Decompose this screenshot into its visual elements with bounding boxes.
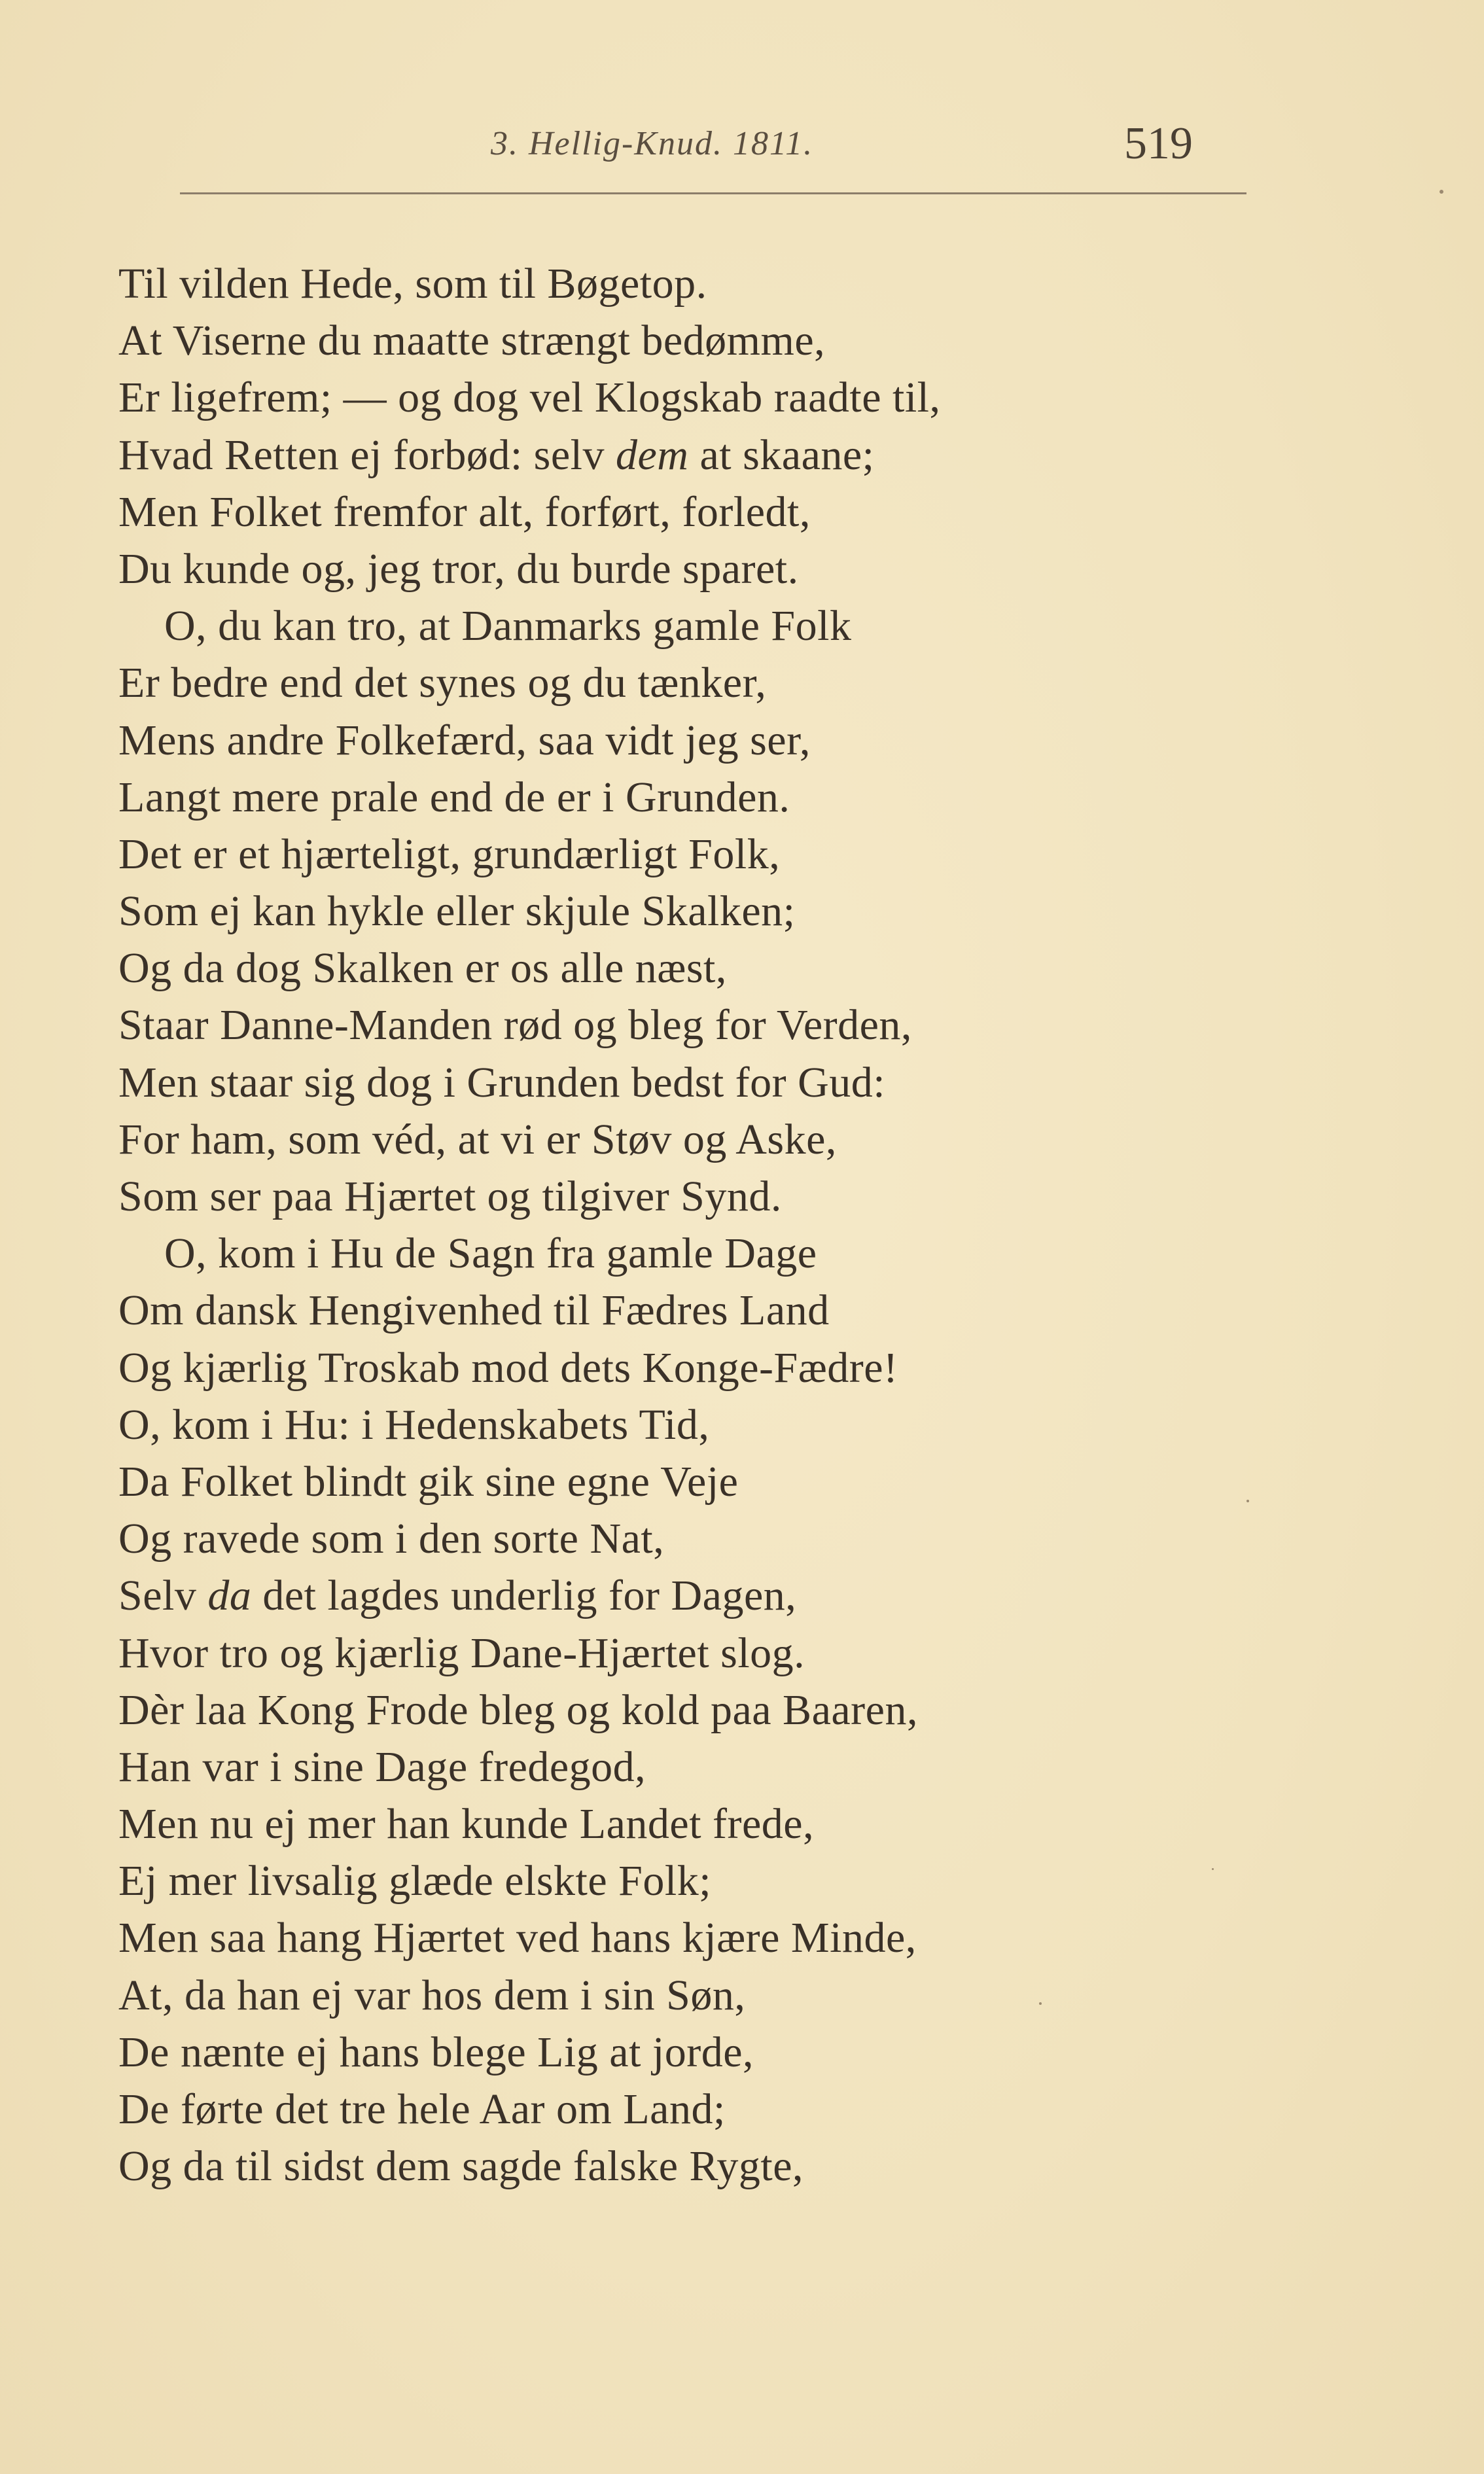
poem-line: For ham, som véd, at vi er Støv og Aske, [118,1115,837,1163]
poem-line: Ej mer livsalig glæde elskte Folk; [118,1857,712,1905]
line-text: det lagdes underlig for Dagen, [251,1572,797,1620]
poem-line: Det er et hjærteligt, grundærligt Folk, [118,830,781,878]
poem-line: Er bedre end det synes og du tænker, [118,659,767,707]
poem-line: Men nu ej mer han kunde Landet frede, [118,1800,815,1848]
poem-line: Om dansk Hengivenhed til Fædres Land [118,1286,830,1335]
poem-line-indented: O, du kan tro, at Danmarks gamle Folk [164,602,852,650]
poem-line: At Viserne du maatte strængt bedømme, [118,317,826,365]
italic-word: dem [615,431,689,479]
poem-line: Men staar sig dog i Grunden bedst for Gud: [118,1058,886,1106]
poem-line: Dèr laa Kong Frode bleg og kold paa Baaren, [118,1686,918,1734]
poem-line: At, da han ej var hos dem i sin Søn, [118,1971,746,2019]
poem-line: De nænte ej hans blege Lig at jorde, [118,2028,754,2076]
poem-line-indented: O, kom i Hu de Sagn fra gamle Dage [164,1229,817,1278]
poem-line: Han var i sine Dage fredegod, [118,1742,646,1791]
paper-speck [1246,1500,1249,1502]
line-text: Hvad Retten ej forbød: selv [118,431,616,479]
header-rule [180,192,1246,194]
poem-line: De førte det tre hele Aar om Land; [118,2085,726,2133]
poem-line: Som ej kan hykle eller skjule Skalken; [118,887,796,936]
poem-line: Og kjærlig Troskab mod dets Konge-Fædre! [118,1343,898,1392]
poem-line: Men saa hang Hjærtet ved hans kjære Minde, [118,1914,917,1962]
page-number: 519 [1124,118,1193,169]
poem-line: Og da dog Skalken er os alle næst, [118,944,727,993]
poem-line: Staar Danne-Manden rød og bleg for Verden, [118,1001,912,1050]
poem-line: Du kunde og, jeg tror, du burde sparet. [118,544,799,593]
line-text: at skaane; [688,431,875,479]
poem-line: Og da til sidst dem sagde falske Rygte, [118,2142,804,2191]
poem-line [118,1567,1362,1624]
poem-text [118,255,1362,2195]
poem-line: Langt mere prale end de er i Grunden. [118,773,790,821]
paper-speck [1212,1868,1214,1870]
line-text: Selv [118,1572,208,1620]
poem-line: Og ravede som i den sorte Nat, [118,1515,665,1563]
poem-line: Mens andre Folkefærd, saa vidt jeg ser, [118,716,811,764]
poem-line: O, kom i Hu: i Hedenskabets Tid, [118,1400,710,1449]
poem-line: Er ligefrem; — og dog vel Klogskab raadte til, [118,374,941,422]
paper-speck [1039,2002,1042,2005]
poem-line [118,427,1362,484]
running-head [0,118,1484,170]
poem-line: Hvor tro og kjærlig Dane-Hjærtet slog. [118,1629,805,1677]
poem-line: Men Folket fremfor alt, forført, forledt, [118,487,811,536]
poem-line: Til vilden Hede, som til Bøgetop. [118,260,707,308]
paper-speck [1440,190,1443,194]
poem-line: Som ser paa Hjærtet og tilgiver Synd. [118,1173,782,1220]
poem-line: Da Folket blindt gik sine egne Veje [118,1457,739,1506]
italic-word: da [207,1572,252,1620]
running-head-title: 3. Hellig-Knud. 1811. [491,125,814,162]
